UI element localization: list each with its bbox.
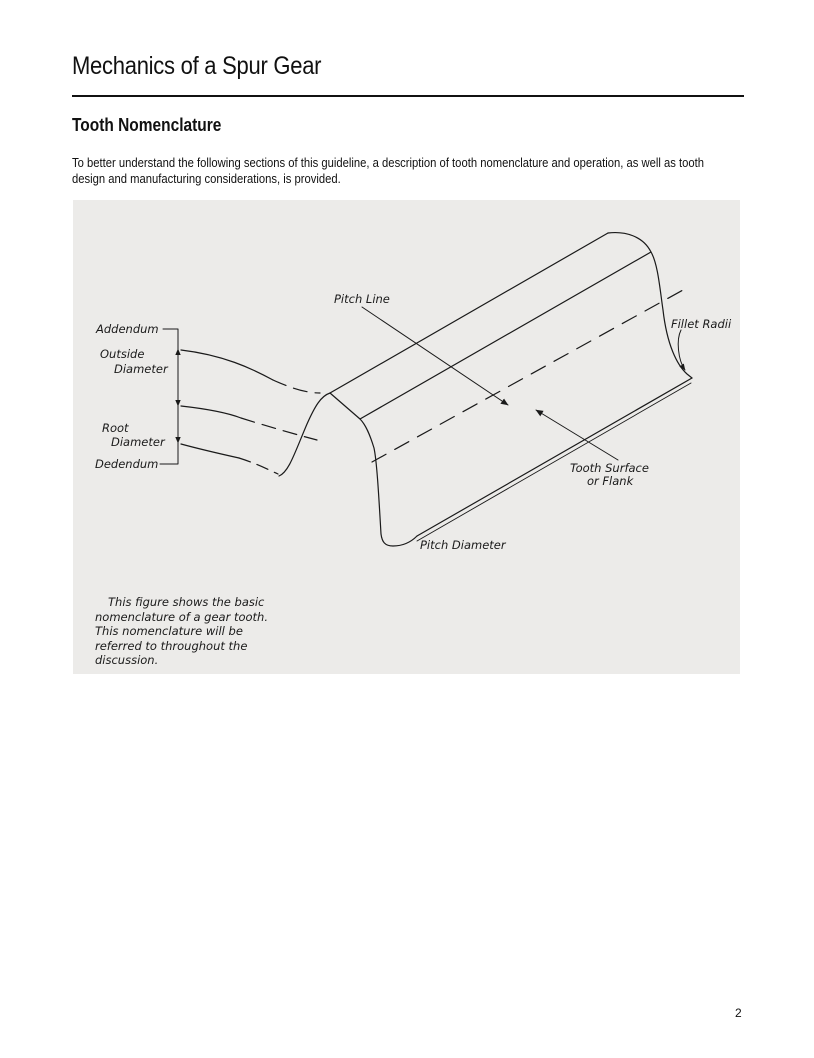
caption-line: discussion. bbox=[95, 653, 159, 668]
dedendum-arc bbox=[181, 444, 239, 458]
dedendum-arc-dashed bbox=[239, 458, 278, 474]
pitch-line-leader bbox=[362, 307, 508, 405]
gear-tooth-figure bbox=[73, 200, 740, 674]
intro-line: design and manufacturing considerations, is provided. bbox=[72, 171, 341, 186]
intro-paragraph bbox=[72, 155, 747, 187]
tooth-root-edge-inner bbox=[417, 383, 691, 541]
tooth-surface-leader bbox=[536, 410, 618, 460]
pitch-line-label: Pitch Line bbox=[334, 292, 390, 306]
root-label: Root bbox=[102, 421, 129, 435]
caption-line: This nomenclature will be bbox=[95, 624, 243, 639]
dedendum-label: Dedendum bbox=[95, 457, 159, 471]
tooth-root-edge bbox=[417, 378, 692, 536]
figure-caption bbox=[95, 595, 268, 668]
outside-diameter-label: Diameter bbox=[114, 362, 168, 376]
root-diameter-label: Diameter bbox=[111, 435, 165, 449]
page-number: 2 bbox=[735, 1006, 742, 1020]
fillet-radii-label: Fillet Radii bbox=[671, 317, 732, 331]
tooth-surface-label: Tooth Surface bbox=[570, 461, 649, 475]
caption-line: referred to throughout the bbox=[95, 638, 248, 653]
or-flank-label: or Flank bbox=[587, 474, 634, 488]
page-title: Mechanics of a Spur Gear bbox=[72, 52, 322, 80]
root-diameter-arc bbox=[181, 406, 241, 418]
addendum-label: Addendum bbox=[96, 322, 159, 336]
root-diameter-arc-dashed bbox=[241, 418, 317, 440]
caption-line: nomenclature of a gear tooth. bbox=[95, 609, 268, 624]
outside-label: Outside bbox=[100, 347, 145, 361]
outside-diameter-arc-dashed bbox=[273, 380, 320, 393]
section-heading: Tooth Nomenclature bbox=[72, 115, 222, 135]
caption-line: This figure shows the basic bbox=[108, 595, 265, 609]
pitch-line-dashed bbox=[372, 290, 683, 462]
pitch-diameter-label: Pitch Diameter bbox=[420, 538, 506, 552]
tooth-front-profile bbox=[279, 393, 417, 546]
outside-diameter-arc bbox=[181, 350, 273, 380]
title-divider bbox=[72, 95, 744, 97]
intro-line: To better understand the following sections of this guideline, a description of tooth nomenclature and operation, as well as tooth bbox=[72, 155, 704, 170]
